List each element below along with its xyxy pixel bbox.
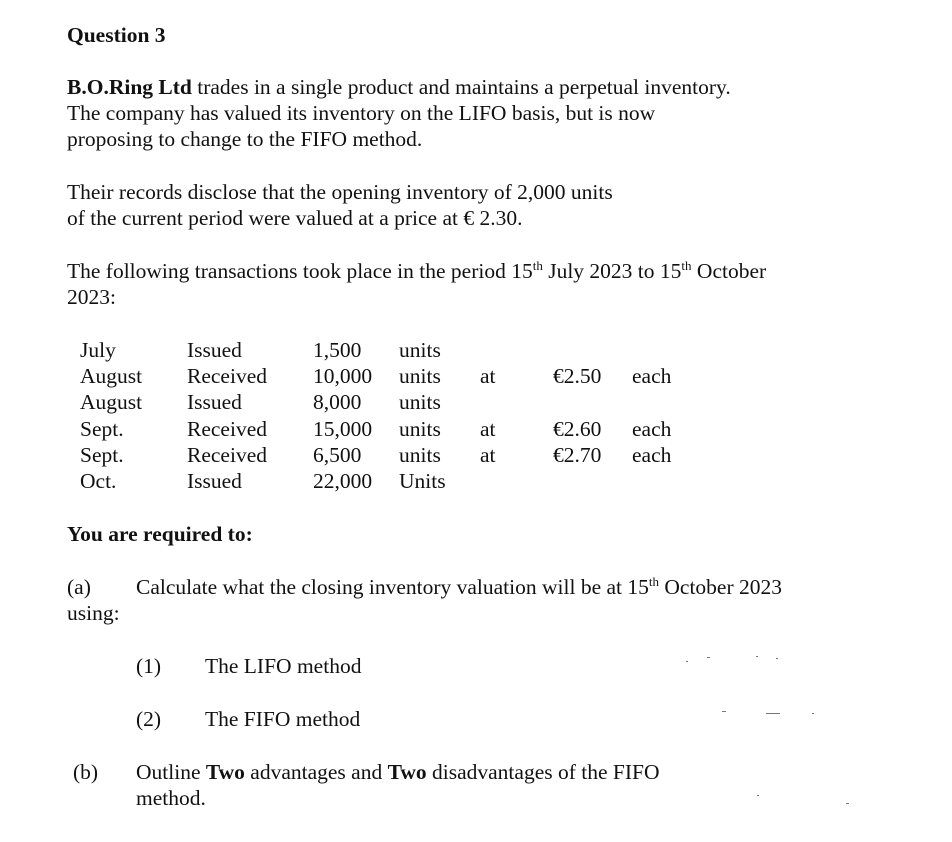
transaction-qty: 1,500 xyxy=(313,338,362,362)
question-title: Question 3 xyxy=(67,23,166,47)
stray-mark xyxy=(812,713,814,714)
transaction-at: at xyxy=(480,442,496,467)
transaction-at: at xyxy=(480,364,496,389)
transaction-at: at xyxy=(480,416,496,441)
transaction-month: August xyxy=(80,364,143,389)
transactions-intro-line-1: The following transactions took place in the period 15th July 2023 to 15th October xyxy=(67,258,767,283)
transaction-unit: units xyxy=(399,416,441,441)
transaction-unit: units xyxy=(399,390,441,415)
transaction-unit: Units xyxy=(399,468,446,493)
stray-mark xyxy=(776,658,778,659)
transactions-intro-line-2: 2023: xyxy=(67,285,116,309)
transaction-type: Received xyxy=(187,364,267,389)
part-a-label: (a) xyxy=(67,575,91,599)
transaction-each: each xyxy=(632,416,672,441)
transaction-qty: 10,000 xyxy=(313,364,373,389)
required-heading: You are required to: xyxy=(67,522,253,546)
intro-line-2: The company has valued its inventory on the LIFO basis, but is now xyxy=(67,101,656,125)
transaction-qty: 22,000 xyxy=(313,468,373,493)
transaction-type: Issued xyxy=(187,390,242,415)
transaction-price: €2.70 xyxy=(553,442,602,467)
transaction-type: Issued xyxy=(187,338,242,362)
transaction-month: Sept. xyxy=(80,442,124,467)
transaction-unit: units xyxy=(399,442,441,467)
transaction-month: Oct. xyxy=(80,468,117,493)
records-line-2: of the current period were valued at a price at € 2.30. xyxy=(67,206,523,230)
transaction-month: August xyxy=(80,390,143,415)
stray-mark xyxy=(722,711,726,712)
transaction-price: €2.60 xyxy=(553,416,602,441)
records-line-1: Their records disclose that the opening inventory of 2,000 units xyxy=(67,180,613,204)
part-a-line-2: using: xyxy=(67,601,120,625)
method-item-number: (1) xyxy=(136,654,162,678)
transaction-type: Received xyxy=(187,442,267,467)
transaction-type: Issued xyxy=(187,468,242,493)
part-b-text: Outline Two advantages and Two disadvantages of the FIFO xyxy=(136,760,660,784)
transaction-each: each xyxy=(632,364,672,389)
transaction-type: Received xyxy=(187,416,267,441)
stray-mark xyxy=(846,803,849,804)
part-a-text: Calculate what the closing inventory valuation will be at 15th October 2023 xyxy=(136,574,783,599)
transaction-each: each xyxy=(632,442,672,467)
transaction-qty: 15,000 xyxy=(313,416,373,441)
transaction-month: July xyxy=(80,338,116,362)
transaction-unit: units xyxy=(399,338,441,362)
stray-mark xyxy=(766,713,780,714)
company-name: B.O.Ring Ltd xyxy=(67,75,192,99)
method-item-number: (2) xyxy=(136,707,162,731)
transaction-month: Sept. xyxy=(80,416,124,441)
part-b-line-2: method. xyxy=(136,786,206,810)
transaction-qty: 8,000 xyxy=(313,390,362,415)
method-item-lifo: The LIFO method xyxy=(205,654,362,678)
stray-mark xyxy=(757,795,759,796)
stray-mark xyxy=(707,657,710,658)
transaction-price: €2.50 xyxy=(553,364,602,389)
transaction-qty: 6,500 xyxy=(313,442,362,467)
intro-line-1: B.O.Ring Ltd trades in a single product and maintains a perpetual inventory. xyxy=(67,75,731,99)
stray-mark xyxy=(756,656,758,657)
method-item-fifo: The FIFO method xyxy=(205,707,361,731)
transaction-unit: units xyxy=(399,364,441,389)
stray-mark xyxy=(686,661,688,662)
part-b-label: (b) xyxy=(73,760,99,784)
intro-line-3: proposing to change to the FIFO method. xyxy=(67,127,423,151)
